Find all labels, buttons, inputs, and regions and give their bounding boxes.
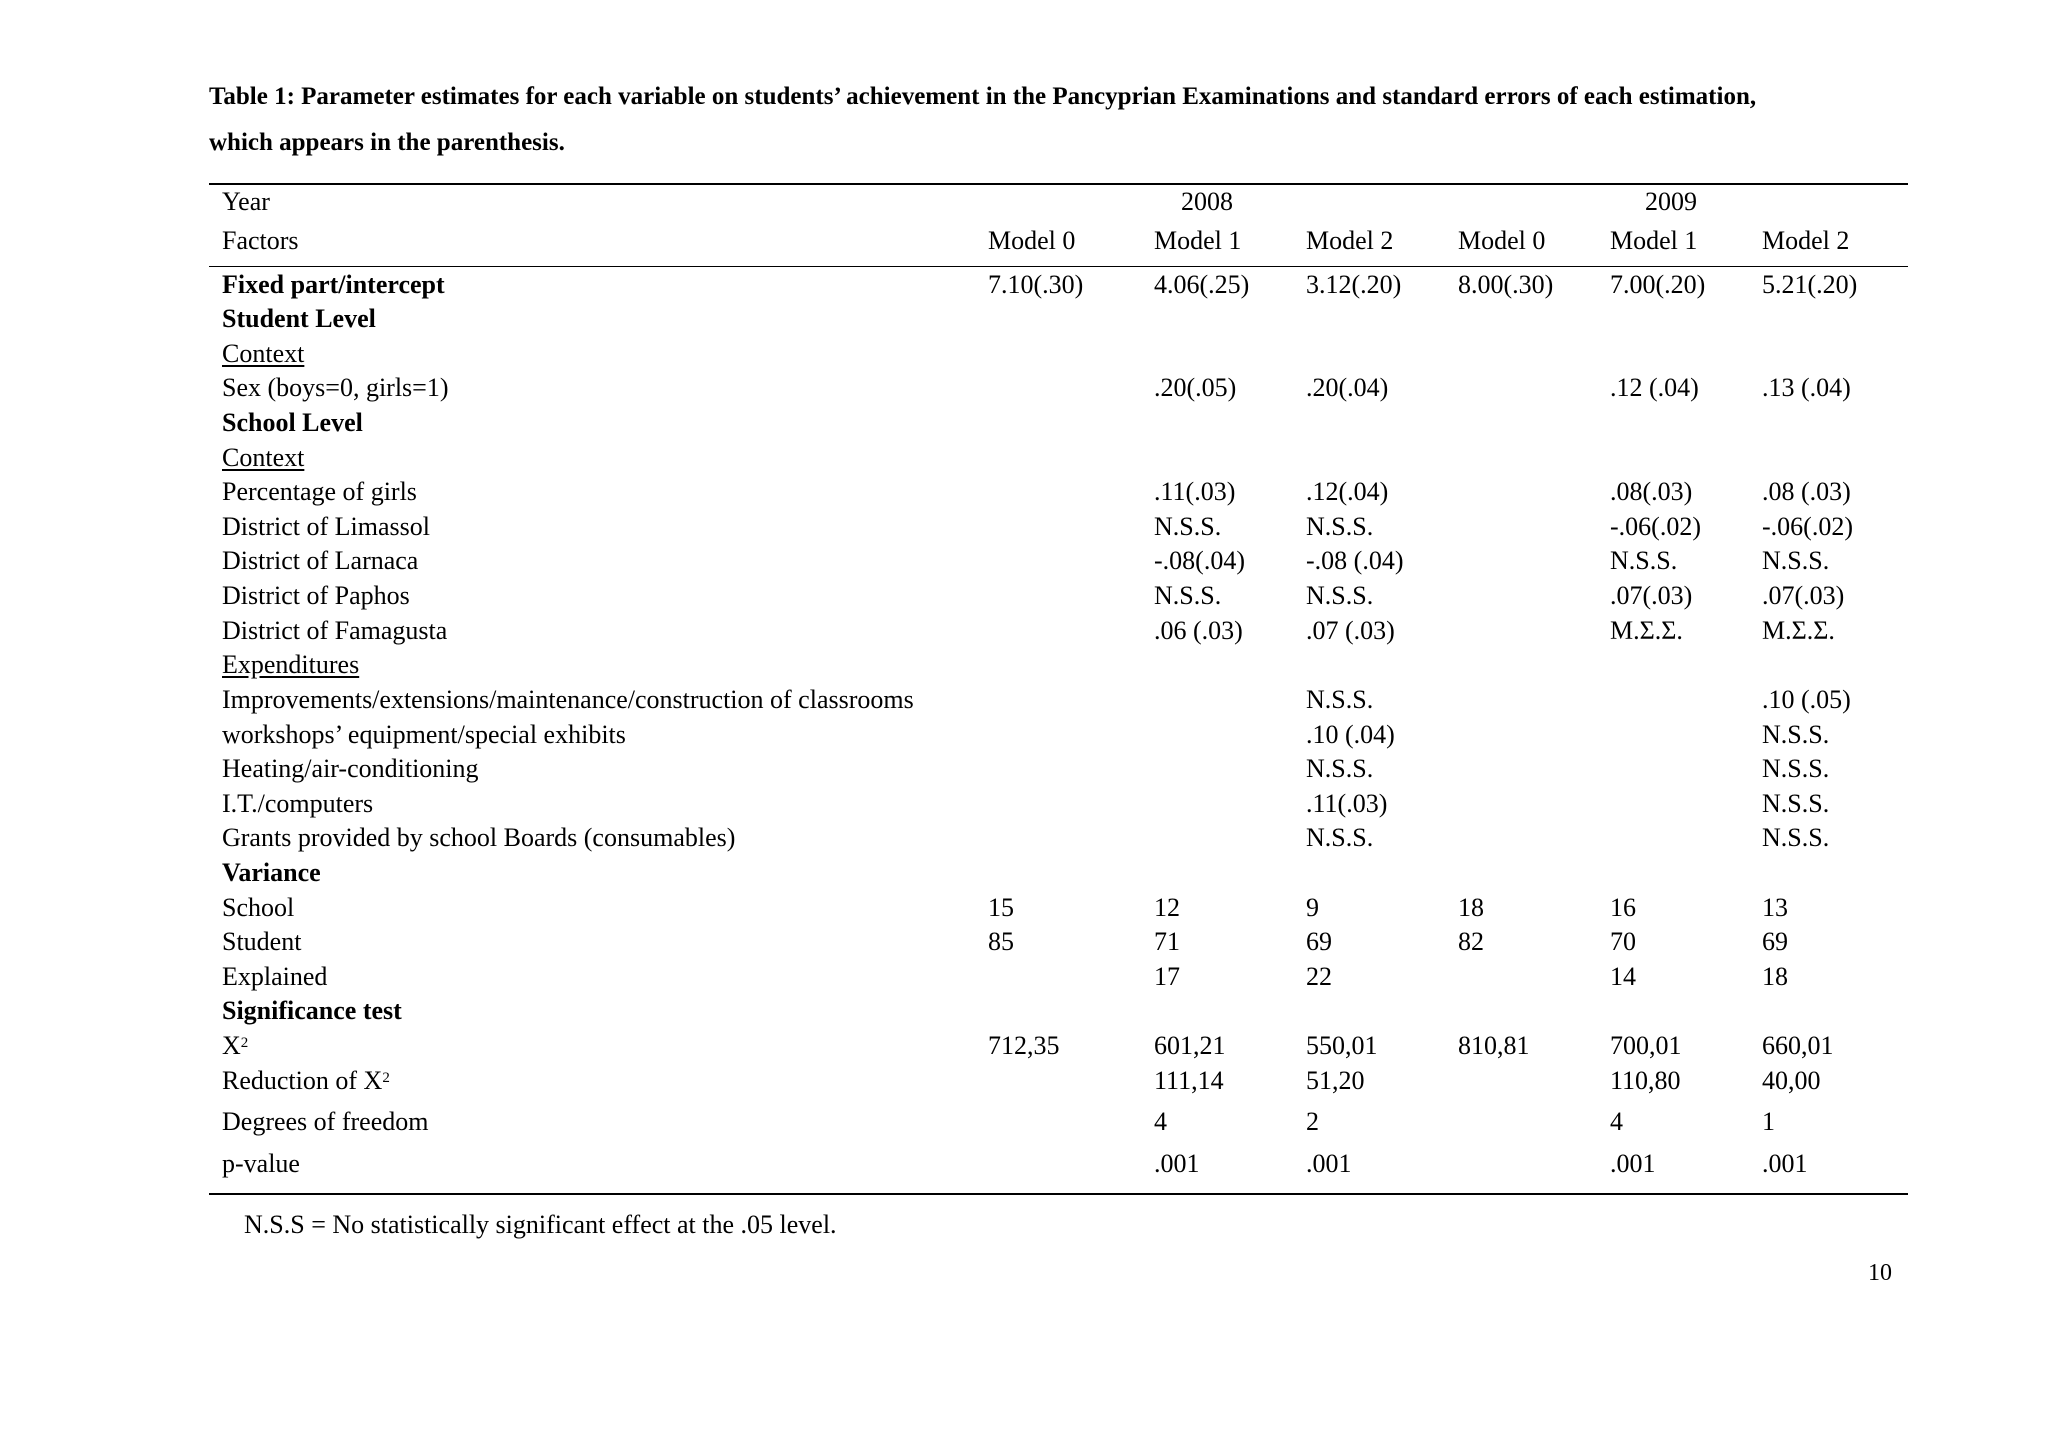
table-cell: 15 xyxy=(988,893,1014,922)
table-cell: .10 (.04) xyxy=(1306,720,1395,749)
table-cell: .06 (.03) xyxy=(1154,616,1243,645)
table-cell: 18 xyxy=(1762,962,1788,991)
header-rule xyxy=(209,266,1908,267)
row-label xyxy=(222,720,626,750)
row-label-text: Reduction of X xyxy=(222,1066,383,1095)
table-cell: 4 xyxy=(1154,1107,1167,1136)
model-header: Model 2 xyxy=(1306,226,1394,255)
table-cell: 14 xyxy=(1610,962,1636,991)
row-label xyxy=(222,823,735,853)
row-label xyxy=(222,616,447,646)
table-cell: N.S.S. xyxy=(1762,789,1830,818)
table-cell: 601,21 xyxy=(1154,1031,1226,1060)
row-label xyxy=(222,1107,428,1137)
table-cell: 3.12(.20) xyxy=(1306,270,1402,299)
row-label-text: District of Famagusta xyxy=(222,616,448,645)
table-cell: 12 xyxy=(1154,893,1180,922)
row-label-text: Variance xyxy=(222,858,321,887)
row-label xyxy=(222,650,359,680)
row-label xyxy=(222,1031,248,1061)
caption-line-1: Table 1: Parameter estimates for each variable on students’ achievement in the Pancyprian Examinations and standard errors of each estimation, xyxy=(209,83,1757,110)
table-cell: 4.06(.25) xyxy=(1154,270,1250,299)
row-label-text: School Level xyxy=(222,408,363,437)
row-label xyxy=(222,373,448,403)
row-label-text: Fixed part/intercept xyxy=(222,270,445,299)
row-label-text: Context xyxy=(222,339,305,368)
row-label xyxy=(222,927,301,957)
table-cell: 660,01 xyxy=(1762,1031,1834,1060)
table-cell: .11(.03) xyxy=(1154,477,1236,506)
model-header: Model 2 xyxy=(1762,226,1850,255)
row-label xyxy=(222,893,294,923)
row-label xyxy=(222,581,410,611)
model-header: Model 0 xyxy=(988,226,1076,255)
table-cell: 40,00 xyxy=(1762,1066,1821,1095)
table-cell: .10 (.05) xyxy=(1762,685,1851,714)
row-label xyxy=(222,996,402,1026)
table-cell: 9 xyxy=(1306,893,1319,922)
table-cell: N.S.S. xyxy=(1762,754,1830,783)
table-cell: N.S.S. xyxy=(1154,512,1222,541)
row-label-text: Student xyxy=(222,927,302,956)
table-cell: N.S.S. xyxy=(1306,754,1374,783)
table-cell: 71 xyxy=(1154,927,1180,956)
row-label-text: Context xyxy=(222,443,305,472)
model-header: Model 1 xyxy=(1154,226,1242,255)
row-label xyxy=(222,962,327,992)
row-label-text: District of Larnaca xyxy=(222,546,419,575)
table-cell: 810,81 xyxy=(1458,1031,1530,1060)
row-label-text: Degrees of freedom xyxy=(222,1107,429,1136)
table-cell: -.08(.04) xyxy=(1154,546,1245,575)
table-cell: 2 xyxy=(1306,1107,1319,1136)
row-label xyxy=(222,546,418,576)
row-label-text: Grants provided by school Boards (consumables) xyxy=(222,823,736,852)
table-cell: .001 xyxy=(1154,1149,1200,1178)
table-cell: 5.21(.20) xyxy=(1762,270,1858,299)
table-cell: .07 (.03) xyxy=(1306,616,1395,645)
table-cell: .08 (.03) xyxy=(1762,477,1851,506)
table-cell: 16 xyxy=(1610,893,1636,922)
table-caption xyxy=(209,74,1909,166)
row-label xyxy=(222,408,363,438)
row-label-text: workshops’ equipment/special exhibits xyxy=(222,720,626,749)
table-cell: 13 xyxy=(1762,893,1788,922)
table-cell: 111,14 xyxy=(1154,1066,1224,1095)
table-cell: .001 xyxy=(1762,1149,1808,1178)
row-label xyxy=(222,858,321,888)
row-label xyxy=(222,754,479,784)
table-cell: .08(.03) xyxy=(1610,477,1693,506)
table-cell: .001 xyxy=(1610,1149,1656,1178)
table-cell: -.06(.02) xyxy=(1610,512,1701,541)
row-label-text: Significance test xyxy=(222,996,402,1025)
table-cell: N.S.S. xyxy=(1306,823,1374,852)
table-cell: Μ.Σ.Σ. xyxy=(1610,616,1683,645)
table-cell: 4 xyxy=(1610,1107,1623,1136)
row-label-text: Heating/air-conditioning xyxy=(222,754,479,783)
table-cell: 22 xyxy=(1306,962,1332,991)
table-cell: 700,01 xyxy=(1610,1031,1682,1060)
table-cell: 550,01 xyxy=(1306,1031,1378,1060)
row-label xyxy=(222,789,373,819)
table-cell: N.S.S. xyxy=(1306,685,1374,714)
row-label-text: p-value xyxy=(222,1149,300,1178)
table-cell: Μ.Σ.Σ. xyxy=(1762,616,1835,645)
row-label-text: Explained xyxy=(222,962,328,991)
row-label xyxy=(222,477,417,507)
table-cell: .20(.05) xyxy=(1154,373,1237,402)
table-cell: .07(.03) xyxy=(1762,581,1845,610)
row-label-text: I.T./computers xyxy=(222,789,374,818)
table-cell: .20(.04) xyxy=(1306,373,1389,402)
table-cell: 70 xyxy=(1610,927,1636,956)
table-cell: N.S.S. xyxy=(1154,581,1222,610)
table-cell: N.S.S. xyxy=(1762,720,1830,749)
year-label: Year xyxy=(222,187,270,216)
table-cell: 8.00(.30) xyxy=(1458,270,1554,299)
row-label xyxy=(222,1149,300,1179)
table-cell: 712,35 xyxy=(988,1031,1060,1060)
caption-line-2: which appears in the parenthesis. xyxy=(209,129,565,156)
model-header: Model 1 xyxy=(1610,226,1698,255)
row-label-text: Sex (boys=0, girls=1) xyxy=(222,373,449,402)
year-2008-header: 2008 xyxy=(1181,187,1233,216)
row-label-text: X xyxy=(222,1031,241,1060)
table-cell: 69 xyxy=(1306,927,1332,956)
superscript: 2 xyxy=(382,1070,390,1086)
table-cell: 17 xyxy=(1154,962,1180,991)
table-cell: N.S.S. xyxy=(1306,512,1374,541)
row-label xyxy=(222,443,304,473)
row-label xyxy=(222,685,914,715)
table-cell: -.08 (.04) xyxy=(1306,546,1404,575)
table-cell: .12(.04) xyxy=(1306,477,1389,506)
table-cell: 85 xyxy=(988,927,1014,956)
table-cell: .07(.03) xyxy=(1610,581,1693,610)
table-cell: 51,20 xyxy=(1306,1066,1365,1095)
table-bottom-rule xyxy=(209,1193,1908,1195)
row-label xyxy=(222,339,304,369)
table-cell: 82 xyxy=(1458,927,1484,956)
table-cell: 1 xyxy=(1762,1107,1775,1136)
row-label-text: District of Paphos xyxy=(222,581,410,610)
row-label-text: Student Level xyxy=(222,304,376,333)
table-cell: 7.00(.20) xyxy=(1610,270,1706,299)
factors-label: Factors xyxy=(222,226,299,255)
row-label-text: Percentage of girls xyxy=(222,477,417,506)
row-label-text: Improvements/extensions/maintenance/construction of classrooms xyxy=(222,685,914,714)
table-cell: N.S.S. xyxy=(1306,581,1374,610)
page-number: 10 xyxy=(1868,1260,1892,1286)
table-cell: -.06(.02) xyxy=(1762,512,1853,541)
table-top-rule xyxy=(209,183,1908,185)
model-header: Model 0 xyxy=(1458,226,1546,255)
table-cell: 110,80 xyxy=(1610,1066,1681,1095)
row-label-text: Expenditures xyxy=(222,650,360,679)
table-cell: .12 (.04) xyxy=(1610,373,1699,402)
year-2009-header: 2009 xyxy=(1645,187,1697,216)
footnote: N.S.S = No statistically significant effect at the .05 level. xyxy=(244,1210,837,1239)
table-cell: 69 xyxy=(1762,927,1788,956)
table-cell: N.S.S. xyxy=(1610,546,1678,575)
table-cell: .13 (.04) xyxy=(1762,373,1851,402)
superscript: 2 xyxy=(240,1035,249,1051)
table-cell: .11(.03) xyxy=(1306,789,1388,818)
row-label xyxy=(222,270,445,300)
row-label xyxy=(222,512,430,542)
row-label xyxy=(222,304,376,334)
table-cell: 18 xyxy=(1458,893,1484,922)
row-label-text: School xyxy=(222,893,295,922)
table-cell: 7.10(.30) xyxy=(988,270,1084,299)
row-label xyxy=(222,1066,390,1096)
table-cell: N.S.S. xyxy=(1762,546,1830,575)
table-cell: N.S.S. xyxy=(1762,823,1830,852)
row-label-text: District of Limassol xyxy=(222,512,430,541)
table-cell: .001 xyxy=(1306,1149,1352,1178)
